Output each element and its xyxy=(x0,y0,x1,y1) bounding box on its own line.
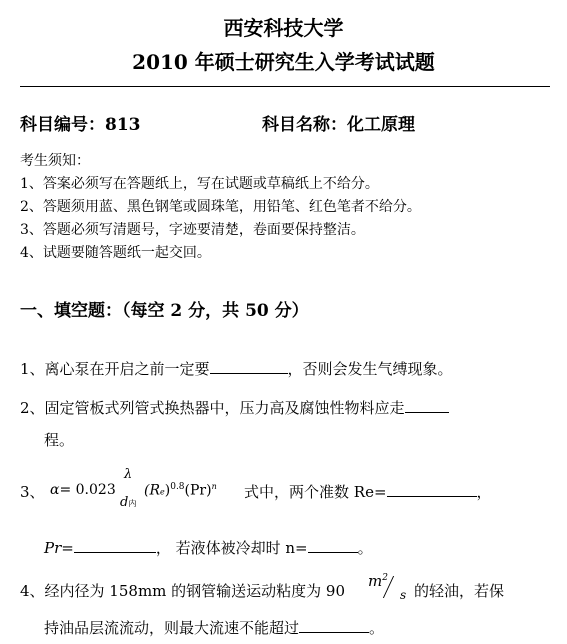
re-subscript: e xyxy=(160,487,165,497)
question-text: 1、离心泵在开启之前一定要 xyxy=(20,360,210,378)
question-text: 式中，两个准数 Re= xyxy=(244,483,387,501)
exam-title: 2010 年硕士研究生入学考试试题 xyxy=(132,50,435,74)
section-title: 一、填空题：（每空 2 分，共 50 分） xyxy=(20,301,309,321)
re-open: (R xyxy=(144,482,161,499)
pr-exponent: n xyxy=(211,482,217,491)
formula-alpha xyxy=(50,482,116,498)
formula-lambda: λ xyxy=(124,467,133,482)
formula-d xyxy=(120,495,136,510)
question-3-cont xyxy=(44,537,373,558)
question-text: ， xyxy=(476,483,492,501)
answer-blank xyxy=(299,618,369,633)
notice-item: 1、答案必须写在答题纸上，写在试题或草稿纸上不给分。 xyxy=(20,176,379,192)
question-text: Pr= xyxy=(44,539,74,557)
unit-m-text: m xyxy=(368,572,383,590)
university-title: 西安科技大学 xyxy=(223,16,344,40)
notice-item: 4、试题要随答题纸一起交回。 xyxy=(20,245,211,261)
question-4-end: 的轻油，若保 xyxy=(414,582,505,600)
answer-blank xyxy=(308,538,358,553)
question-1 xyxy=(20,358,453,379)
answer-blank xyxy=(74,538,156,553)
question-4-cont xyxy=(44,617,384,638)
question-3-number: 3、 xyxy=(20,483,45,501)
question-text: 持油品层流流动，则最大流速不能超过 xyxy=(44,619,300,637)
d-symbol: d xyxy=(120,495,129,510)
unit-m-exponent: 2 xyxy=(382,573,388,583)
answer-blank xyxy=(387,482,477,497)
notice-heading: 考生须知： xyxy=(20,153,90,169)
notice-item: 2、答题须用蓝、黑色钢笔或圆珠笔，用铅笔、红色笔者不给分。 xyxy=(20,199,421,215)
unit-m xyxy=(368,572,388,590)
question-text: ，否则会发生气缚现象。 xyxy=(287,360,453,378)
question-text: 4、经内径为 158mm 的钢管输送运动粘度为 90 xyxy=(20,582,346,600)
question-4 xyxy=(20,580,345,601)
re-close: ) xyxy=(164,482,171,499)
pr-term: (Pr) xyxy=(184,482,212,499)
subject-code: 科目编号：813 xyxy=(20,115,141,135)
alpha-symbol: α xyxy=(50,482,60,498)
question-2 xyxy=(20,397,449,418)
d-subscript: 内 xyxy=(128,499,137,508)
header-divider xyxy=(20,86,550,87)
question-2-cont: 程。 xyxy=(44,431,75,449)
answer-blank xyxy=(210,359,288,374)
question-text: 。 xyxy=(357,539,373,557)
re-exponent: 0.8 xyxy=(170,482,185,492)
subject-name: 科目名称：化工原理 xyxy=(262,115,415,135)
formula-re xyxy=(144,482,217,499)
question-text: ， 若液体被冷却时 n= xyxy=(155,539,308,557)
notice-item: 3、答题必须写清题号，字迹要清楚，卷面要保持整洁。 xyxy=(20,222,365,238)
answer-blank xyxy=(405,398,449,413)
question-text: 2、固定管板式列管式换热器中，压力高及腐蚀性物料应走 xyxy=(20,399,405,417)
question-text: 。 xyxy=(369,619,385,637)
unit-s: s xyxy=(400,588,407,602)
formula-equals: = 0.023 xyxy=(59,482,116,498)
question-3-text xyxy=(244,481,492,502)
